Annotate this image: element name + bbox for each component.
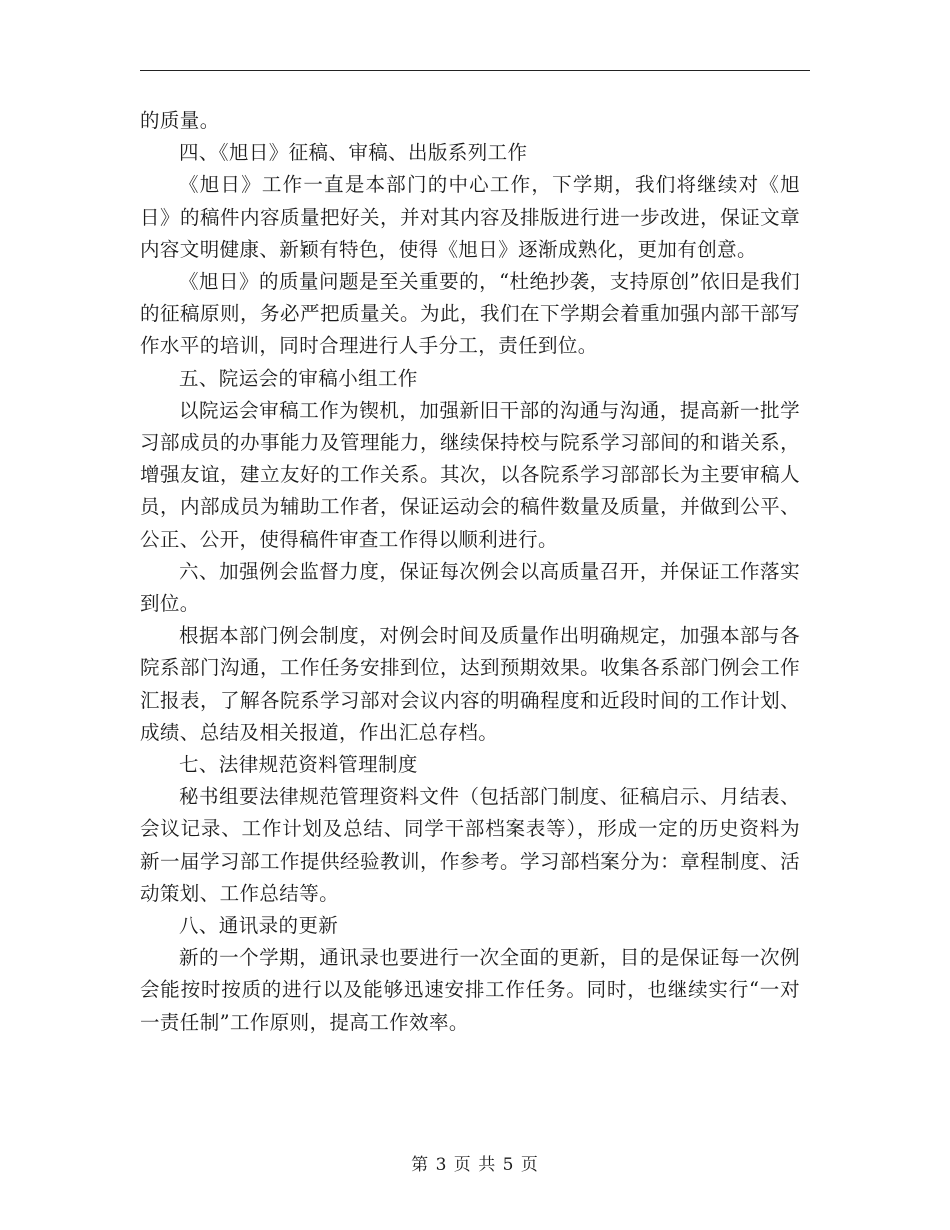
paragraph: 根据本部门例会制度，对例会时间及质量作出明确规定，加强本部与各院系部门沟通，工作任务安排到位，达到预期效果。收集各系部门例会工作汇报表，了解各院系学习部对会议内容的明确程度和近段时间的工作计划、成绩、总结及相关报道，作出汇总存档。 (140, 624, 800, 744)
paragraph-continuation: 的质量。 (140, 109, 220, 132)
section-heading-6: 六、加强例会监督力度，保证每次例会以高质量召开，并保证工作落实到位。 (140, 559, 800, 616)
section-heading-5: 五、院运会的审稿小组工作 (179, 366, 418, 390)
paragraph: 新的一个学期，通讯录也要进行一次全面的更新，目的是保证每一次例会能按时按质的进行以及能够迅速安排工作任务。同时，也继续实行“一对一责任制”工作原则，提高工作效率。 (140, 946, 800, 1034)
section-heading-7: 七、法律规范资料管理制度 (179, 753, 418, 777)
header-rule (140, 70, 810, 71)
paragraph: 《旭日》的质量问题是至关重要的，“杜绝抄袭，支持原创”依旧是我们的征稿原则，务必严把质量关。为此，我们在下学期会着重加强内部干部写作水平的培训，同时合理进行人手分工，责任到位。 (140, 270, 800, 358)
paragraph: 秘书组要法律规范管理资料文件（包括部门制度、征稿启示、月结表、会议记录、工作计划及总结、同学干部档案表等），形成一定的历史资料为新一届学习部工作提供经验教训，作参考。学习部档案分为：章程制度、活动策划、工作总结等。 (140, 785, 800, 905)
page-footer: 第 3 页 共 5 页 (411, 1155, 539, 1175)
section-heading-8: 八、通讯录的更新 (179, 914, 339, 938)
section-heading-4: 四、《旭日》征稿、审稿、出版系列工作 (179, 141, 528, 165)
paragraph: 以院运会审稿工作为锲机，加强新旧干部的沟通与沟通，提高新一批学习部成员的办事能力及管理能力，继续保持校与院系学习部间的和谐关系，增强友谊，建立友好的工作关系。其次，以各院系学习部部长为主要审稿人员，内部成员为辅助工作者，保证运动会的稿件数量及质量，并做到公平、公正、公开，使得稿件审查工作得以顺利进行。 (140, 398, 800, 551)
paragraph: 《旭日》工作一直是本部门的中心工作，下学期，我们将继续对《旭日》的稿件内容质量把好关，并对其内容及排版进行进一步改进，保证文章内容文明健康、新颖有特色，使得《旭日》逐渐成熟化，更加有创意。 (140, 173, 800, 261)
document-body (140, 105, 800, 1039)
